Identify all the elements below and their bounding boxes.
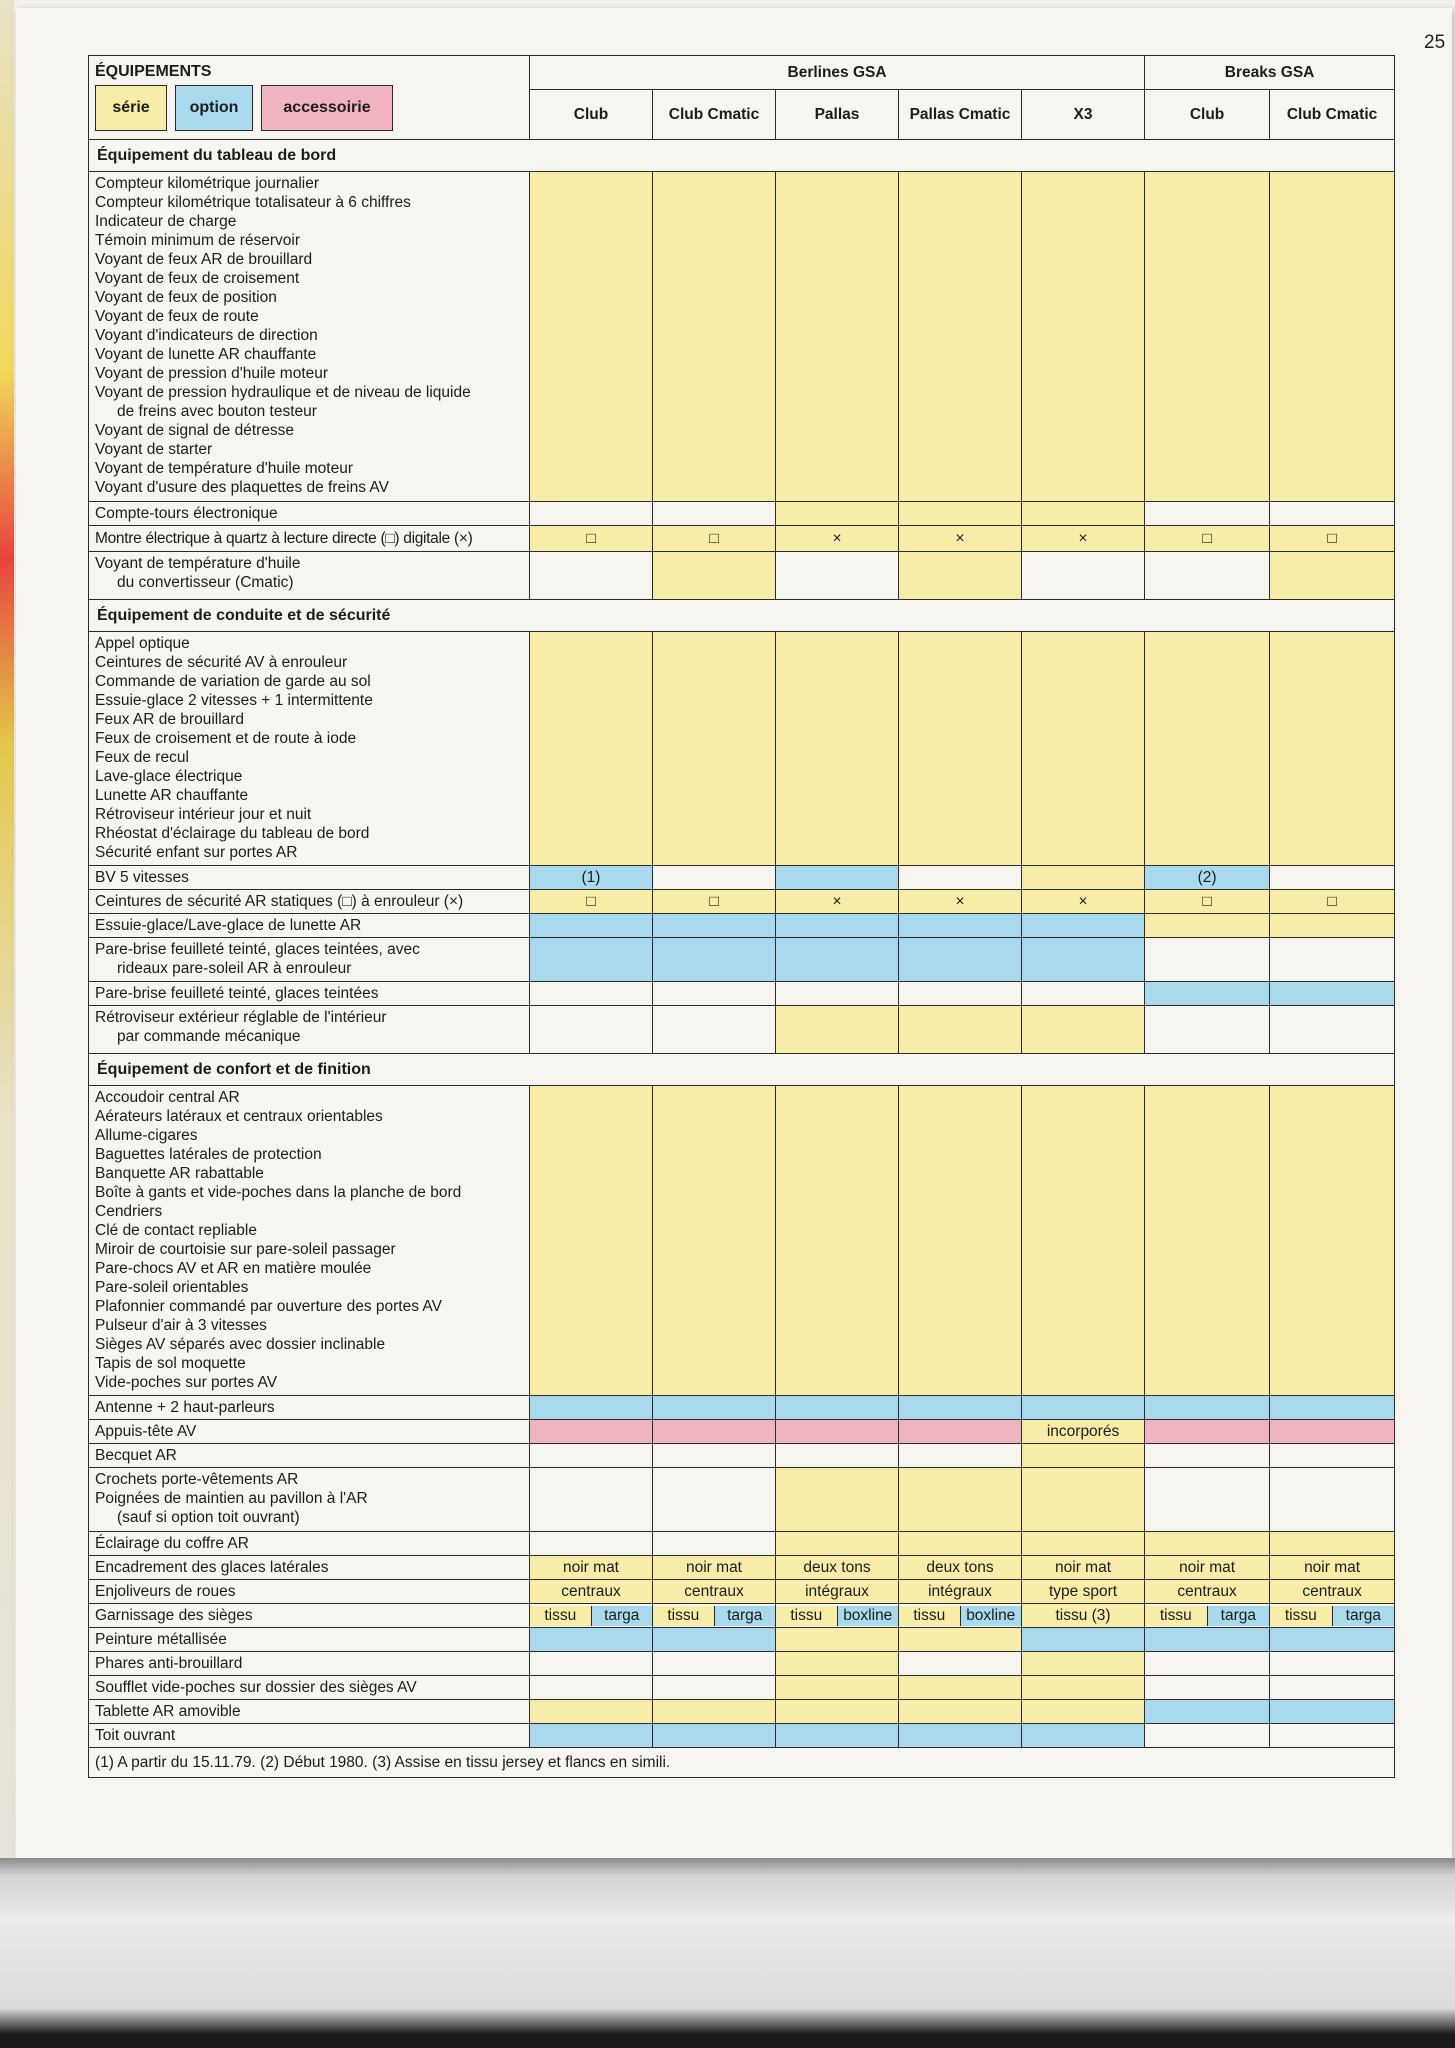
cell [776, 502, 899, 526]
row-toit: Toit ouvrant [89, 1724, 530, 1748]
garnissage-split [1145, 1604, 1270, 1628]
list-item: Lunette AR chauffante [95, 787, 249, 804]
cell [899, 914, 1022, 938]
list-item: Tapis de sol moquette [95, 1355, 246, 1372]
cell [1145, 914, 1270, 938]
cell [899, 938, 1022, 982]
cell [776, 1700, 899, 1724]
scanner-bed [0, 1858, 1455, 2048]
cell [653, 1628, 776, 1652]
cell [530, 1532, 653, 1556]
encadrement-value: noir mat [1022, 1556, 1145, 1580]
list-item: Appel optique [95, 635, 190, 652]
row-peinture: Peinture métallisée [89, 1628, 530, 1652]
row-voyant-temp [89, 552, 530, 600]
encadrement-value: noir mat [530, 1556, 653, 1580]
confort-list [89, 1086, 530, 1396]
row-bv5: BV 5 vitesses [89, 866, 530, 890]
cell [1022, 172, 1145, 502]
encadrement-value: noir mat [1270, 1556, 1395, 1580]
bv5-note-2: (2) [1145, 866, 1270, 890]
list-item: Voyant de feux de route [95, 308, 259, 325]
group-berlines: Berlines GSA [530, 56, 1145, 90]
section-confort: Équipement de confort et de finition [89, 1054, 1395, 1086]
cell [1022, 1006, 1145, 1054]
encadrement-value: deux tons [776, 1556, 899, 1580]
list-item: Rétroviseur intérieur jour et nuit [95, 806, 312, 823]
section-conduite: Équipement de conduite et de sécurité [89, 600, 1395, 632]
list-item: Ceintures de sécurité AV à enrouleur [95, 654, 348, 671]
page-number: 25 [1424, 32, 1446, 53]
cell [653, 1676, 776, 1700]
list-item: Voyant de lunette AR chauffante [95, 346, 317, 363]
garn-x3: tissu (3) [1022, 1604, 1145, 1628]
conduite-list [89, 632, 530, 866]
list-item: du convertisseur (Cmatic) [117, 574, 294, 591]
cell [776, 1444, 899, 1468]
cell [1145, 1086, 1270, 1396]
cell [1145, 552, 1270, 600]
garn-targa: targa [1332, 1606, 1395, 1626]
cell [1145, 502, 1270, 526]
enjoliveurs-value: centraux [1270, 1580, 1395, 1604]
square-mark: □ [1270, 890, 1395, 914]
cell [530, 1700, 653, 1724]
cell [530, 982, 653, 1006]
cell [530, 1468, 653, 1532]
cross-mark: × [1022, 890, 1145, 914]
enjoliveurs-value: centraux [653, 1580, 776, 1604]
cell [1022, 914, 1145, 938]
cell [1270, 1532, 1395, 1556]
cell [1145, 1420, 1270, 1444]
cell [653, 1468, 776, 1532]
cell [1270, 1724, 1395, 1748]
cell [899, 552, 1022, 600]
list-item: Clé de contact repliable [95, 1222, 257, 1239]
list-item: Poignées de maintien au pavillon à l'AR [95, 1490, 368, 1507]
cell [653, 1532, 776, 1556]
list-item: Feux AR de brouillard [95, 711, 245, 728]
cell [653, 1652, 776, 1676]
list-item: Indicateur de charge [95, 213, 237, 230]
enjoliveurs-value: intégraux [776, 1580, 899, 1604]
square-mark: □ [530, 890, 653, 914]
list-item: Voyant d'usure des plaquettes de freins AV [95, 479, 389, 496]
col-x3: X3 [1022, 90, 1145, 140]
legend-accessoire: accessoirie [261, 85, 393, 131]
cell [899, 1532, 1022, 1556]
cell [1270, 866, 1395, 890]
row-soufflet: Soufflet vide-poches sur dossier des sièges AV [89, 1676, 530, 1700]
cell [653, 172, 776, 502]
list-item: par commande mécanique [117, 1028, 301, 1045]
list-item: Sécurité enfant sur portes AR [95, 844, 298, 861]
cell [653, 1700, 776, 1724]
cell [1145, 1676, 1270, 1700]
cell [530, 1628, 653, 1652]
row-ceintures-ar: Ceintures de sécurité AR statiques (□) à enrouleur (×) [89, 890, 530, 914]
cell [653, 1006, 776, 1054]
list-item: Feux de croisement et de route à iode [95, 730, 357, 747]
cross-mark: × [1022, 526, 1145, 552]
cell [1022, 938, 1145, 982]
list-item: Compteur kilométrique journalier [95, 175, 319, 192]
list-item: Cendriers [95, 1203, 163, 1220]
cell [1145, 1628, 1270, 1652]
list-item: Vide-poches sur portes AV [95, 1374, 278, 1391]
list-item: Voyant de température d'huile moteur [95, 460, 354, 477]
cell [776, 1420, 899, 1444]
cell [899, 502, 1022, 526]
garn-boxline: boxline [837, 1606, 899, 1626]
cell [1270, 1676, 1395, 1700]
cell [1270, 914, 1395, 938]
list-item: Pare-soleil orientables [95, 1279, 249, 1296]
col-pallas: Pallas [776, 90, 899, 140]
cell [1022, 502, 1145, 526]
legend-cell [89, 56, 530, 140]
appuis-incorpores: incorporés [1022, 1420, 1145, 1444]
cell [530, 1444, 653, 1468]
cell [776, 1628, 899, 1652]
cell [530, 1676, 653, 1700]
cell [653, 1444, 776, 1468]
cell [899, 1676, 1022, 1700]
garn-tissu: tissu [530, 1606, 591, 1626]
cell [899, 1652, 1022, 1676]
cell [1145, 1700, 1270, 1724]
list-item: Voyant de température d'huile [95, 555, 301, 572]
cell [1270, 502, 1395, 526]
cell [1270, 1086, 1395, 1396]
cell [1145, 1006, 1270, 1054]
col-club-cmatic: Club Cmatic [653, 90, 776, 140]
cell [1145, 1468, 1270, 1532]
cell [776, 1532, 899, 1556]
list-item: Allume-cigares [95, 1127, 198, 1144]
list-item: Voyant de signal de détresse [95, 422, 295, 439]
cell [899, 1700, 1022, 1724]
row-retroviseur [89, 1006, 530, 1054]
cell [1145, 938, 1270, 982]
cell [1270, 1396, 1395, 1420]
list-item: Banquette AR rabattable [95, 1165, 264, 1182]
cell [1022, 982, 1145, 1006]
cell [1022, 866, 1145, 890]
garnissage-split [1270, 1604, 1395, 1628]
list-item: Pare-chocs AV et AR en matière moulée [95, 1260, 372, 1277]
list-item: Boîte à gants et vide-poches dans la planche de bord [95, 1184, 462, 1201]
cell [530, 552, 653, 600]
row-appuis-tete: Appuis-tête AV [89, 1420, 530, 1444]
cell [776, 632, 899, 866]
cell [530, 172, 653, 502]
cell [899, 1006, 1022, 1054]
square-mark: □ [653, 890, 776, 914]
square-mark: □ [530, 526, 653, 552]
list-item: Voyant de feux AR de brouillard [95, 251, 313, 268]
col-pallas-cmatic: Pallas Cmatic [899, 90, 1022, 140]
equipment-table [88, 55, 1395, 1778]
garn-boxline: boxline [960, 1606, 1022, 1626]
list-item: Témoin minimum de réservoir [95, 232, 300, 249]
cell [1022, 1652, 1145, 1676]
garn-targa: targa [1207, 1606, 1270, 1626]
cross-mark: × [899, 890, 1022, 914]
list-item: Pulseur d'air à 3 vitesses [95, 1317, 267, 1334]
cross-mark: × [776, 890, 899, 914]
footnote: (1) A partir du 15.11.79. (2) Début 1980. (3) Assise en tissu jersey et flancs en simili. [89, 1748, 1395, 1778]
cell [776, 914, 899, 938]
section-tableau: Équipement du tableau de bord [89, 140, 1395, 172]
cell [653, 632, 776, 866]
table-title: ÉQUIPEMENTS [95, 63, 212, 80]
cell [1022, 1628, 1145, 1652]
cell [1270, 1420, 1395, 1444]
row-compte-tours: Compte-tours électronique [89, 502, 530, 526]
group-breaks: Breaks GSA [1145, 56, 1395, 90]
col-break-club: Club [1145, 90, 1270, 140]
row-crochets [89, 1468, 530, 1532]
row-becquet: Becquet AR [89, 1444, 530, 1468]
garnissage-split [776, 1604, 899, 1628]
row-enjoliveurs: Enjoliveurs de roues [89, 1580, 530, 1604]
cell [1022, 632, 1145, 866]
enjoliveurs-value: centraux [530, 1580, 653, 1604]
cell [776, 1006, 899, 1054]
col-break-club-cmatic: Club Cmatic [1270, 90, 1395, 140]
garn-tissu: tissu [1145, 1606, 1207, 1626]
cell [1270, 172, 1395, 502]
cell [899, 1086, 1022, 1396]
cell [1022, 1700, 1145, 1724]
cell [1022, 1396, 1145, 1420]
cell [776, 1396, 899, 1420]
cell [530, 1086, 653, 1396]
cell [899, 1396, 1022, 1420]
cell [1145, 1532, 1270, 1556]
list-item: Miroir de courtoisie sur pare-soleil passager [95, 1241, 396, 1258]
cell [899, 1444, 1022, 1468]
cell [530, 1006, 653, 1054]
tableau-list [89, 172, 530, 502]
bv5-note-1: (1) [530, 866, 653, 890]
list-item: Crochets porte-vêtements AR [95, 1471, 299, 1488]
encadrement-value: noir mat [653, 1556, 776, 1580]
garn-targa: targa [591, 1606, 653, 1626]
cell [1145, 172, 1270, 502]
row-phares: Phares anti-brouillard [89, 1652, 530, 1676]
cell [776, 1724, 899, 1748]
cell [530, 1652, 653, 1676]
list-item: Voyant d'indicateurs de direction [95, 327, 318, 344]
cross-mark: × [899, 526, 1022, 552]
cell [1145, 632, 1270, 866]
list-item: Sièges AV séparés avec dossier inclinable [95, 1336, 386, 1353]
cell [1270, 1468, 1395, 1532]
garnissage-split [653, 1604, 776, 1628]
cell [776, 1086, 899, 1396]
cell [1022, 1444, 1145, 1468]
cell [653, 502, 776, 526]
row-eclairage: Éclairage du coffre AR [89, 1532, 530, 1556]
encadrement-value: noir mat [1145, 1556, 1270, 1580]
cell [653, 1396, 776, 1420]
list-item: Baguettes latérales de protection [95, 1146, 322, 1163]
cell [530, 938, 653, 982]
cell [530, 502, 653, 526]
list-item: Voyant de pression d'huile moteur [95, 365, 329, 382]
legend [95, 85, 523, 131]
square-mark: □ [1145, 526, 1270, 552]
cell [530, 1420, 653, 1444]
cell [1270, 552, 1395, 600]
list-item: Pare-brise feuilleté teinté, glaces teintées, avec [95, 941, 420, 958]
list-item: Voyant de pression hydraulique et de niveau de liquide [95, 384, 471, 401]
list-item: Feux de recul [95, 749, 189, 766]
garn-tissu: tissu [653, 1606, 714, 1626]
cell [653, 914, 776, 938]
square-mark: □ [1270, 526, 1395, 552]
cell [653, 552, 776, 600]
list-item: Accoudoir central AR [95, 1089, 240, 1106]
garn-tissu: tissu [776, 1606, 837, 1626]
list-item: de freins avec bouton testeur [117, 403, 317, 420]
cell [1145, 1444, 1270, 1468]
cell [1022, 1724, 1145, 1748]
cell [1022, 552, 1145, 600]
legend-option: option [175, 85, 253, 131]
list-item: Voyant de feux de croisement [95, 270, 300, 287]
row-parebrise-rideaux [89, 938, 530, 982]
square-mark: □ [1145, 890, 1270, 914]
enjoliveurs-value: type sport [1022, 1580, 1145, 1604]
cell [530, 914, 653, 938]
cell [1145, 1724, 1270, 1748]
cell [1022, 1676, 1145, 1700]
cell [776, 982, 899, 1006]
garnissage-split [899, 1604, 1022, 1628]
row-montre: Montre électrique à quartz à lecture directe (□) digitale (×) [89, 526, 530, 552]
row-tablette: Tablette AR amovible [89, 1700, 530, 1724]
cell [776, 1676, 899, 1700]
cell [530, 1396, 653, 1420]
garn-tissu: tissu [1270, 1606, 1332, 1626]
cell [1270, 1628, 1395, 1652]
cell [899, 1420, 1022, 1444]
cell [1145, 982, 1270, 1006]
enjoliveurs-value: intégraux [899, 1580, 1022, 1604]
cell [776, 866, 899, 890]
cell [776, 1468, 899, 1532]
cell [776, 552, 899, 600]
cell [776, 938, 899, 982]
cell [899, 1628, 1022, 1652]
garnissage-split [530, 1604, 653, 1628]
cell [1270, 982, 1395, 1006]
list-item: Voyant de feux de position [95, 289, 277, 306]
cross-mark: × [776, 526, 899, 552]
row-essuie-ar: Essuie-glace/Lave-glace de lunette AR [89, 914, 530, 938]
row-antenne: Antenne + 2 haut-parleurs [89, 1396, 530, 1420]
cell [1145, 1652, 1270, 1676]
cell [1270, 1444, 1395, 1468]
scan-edge-strip [0, 0, 14, 1860]
cell [899, 982, 1022, 1006]
list-item: (sauf si option toit ouvrant) [117, 1509, 300, 1526]
row-garnissage: Garnissage des sièges [89, 1604, 530, 1628]
cell [1145, 1396, 1270, 1420]
cell [653, 1086, 776, 1396]
cell [899, 1468, 1022, 1532]
list-item: Rétroviseur extérieur réglable de l'intérieur [95, 1009, 387, 1026]
cell [1270, 1700, 1395, 1724]
equipment-table-wrap [88, 55, 1394, 1778]
list-item: Lave-glace électrique [95, 768, 243, 785]
list-item: Aérateurs latéraux et centraux orientables [95, 1108, 383, 1125]
list-item: Plafonnier commandé par ouverture des portes AV [95, 1298, 442, 1315]
cell [1270, 632, 1395, 866]
garn-tissu: tissu [899, 1606, 960, 1626]
cell [1270, 1006, 1395, 1054]
cell [653, 982, 776, 1006]
cell [899, 866, 1022, 890]
cell [530, 632, 653, 866]
row-parebrise: Pare-brise feuilleté teinté, glaces teintées [89, 982, 530, 1006]
cell [776, 172, 899, 502]
row-encadrement: Encadrement des glaces latérales [89, 1556, 530, 1580]
cell [776, 1652, 899, 1676]
cell [1022, 1532, 1145, 1556]
encadrement-value: deux tons [899, 1556, 1022, 1580]
cell [1022, 1086, 1145, 1396]
enjoliveurs-value: centraux [1145, 1580, 1270, 1604]
list-item: Rhéostat d'éclairage du tableau de bord [95, 825, 370, 842]
cell [899, 632, 1022, 866]
list-item: Compteur kilométrique totalisateur à 6 chiffres [95, 194, 411, 211]
list-item: Essuie-glace 2 vitesses + 1 intermittente [95, 692, 373, 709]
list-item: Voyant de starter [95, 441, 213, 458]
garn-targa: targa [714, 1606, 776, 1626]
cell [899, 172, 1022, 502]
cell [899, 1724, 1022, 1748]
cell [653, 1724, 776, 1748]
cell [653, 866, 776, 890]
col-club: Club [530, 90, 653, 140]
cell [530, 1724, 653, 1748]
list-item: Commande de variation de garde au sol [95, 673, 371, 690]
cell [1270, 938, 1395, 982]
cell [653, 1420, 776, 1444]
square-mark: □ [653, 526, 776, 552]
legend-serie: série [95, 85, 167, 131]
cell [1022, 1468, 1145, 1532]
cell [653, 938, 776, 982]
cell [1270, 1652, 1395, 1676]
list-item: rideaux pare-soleil AR à enrouleur [117, 960, 352, 977]
